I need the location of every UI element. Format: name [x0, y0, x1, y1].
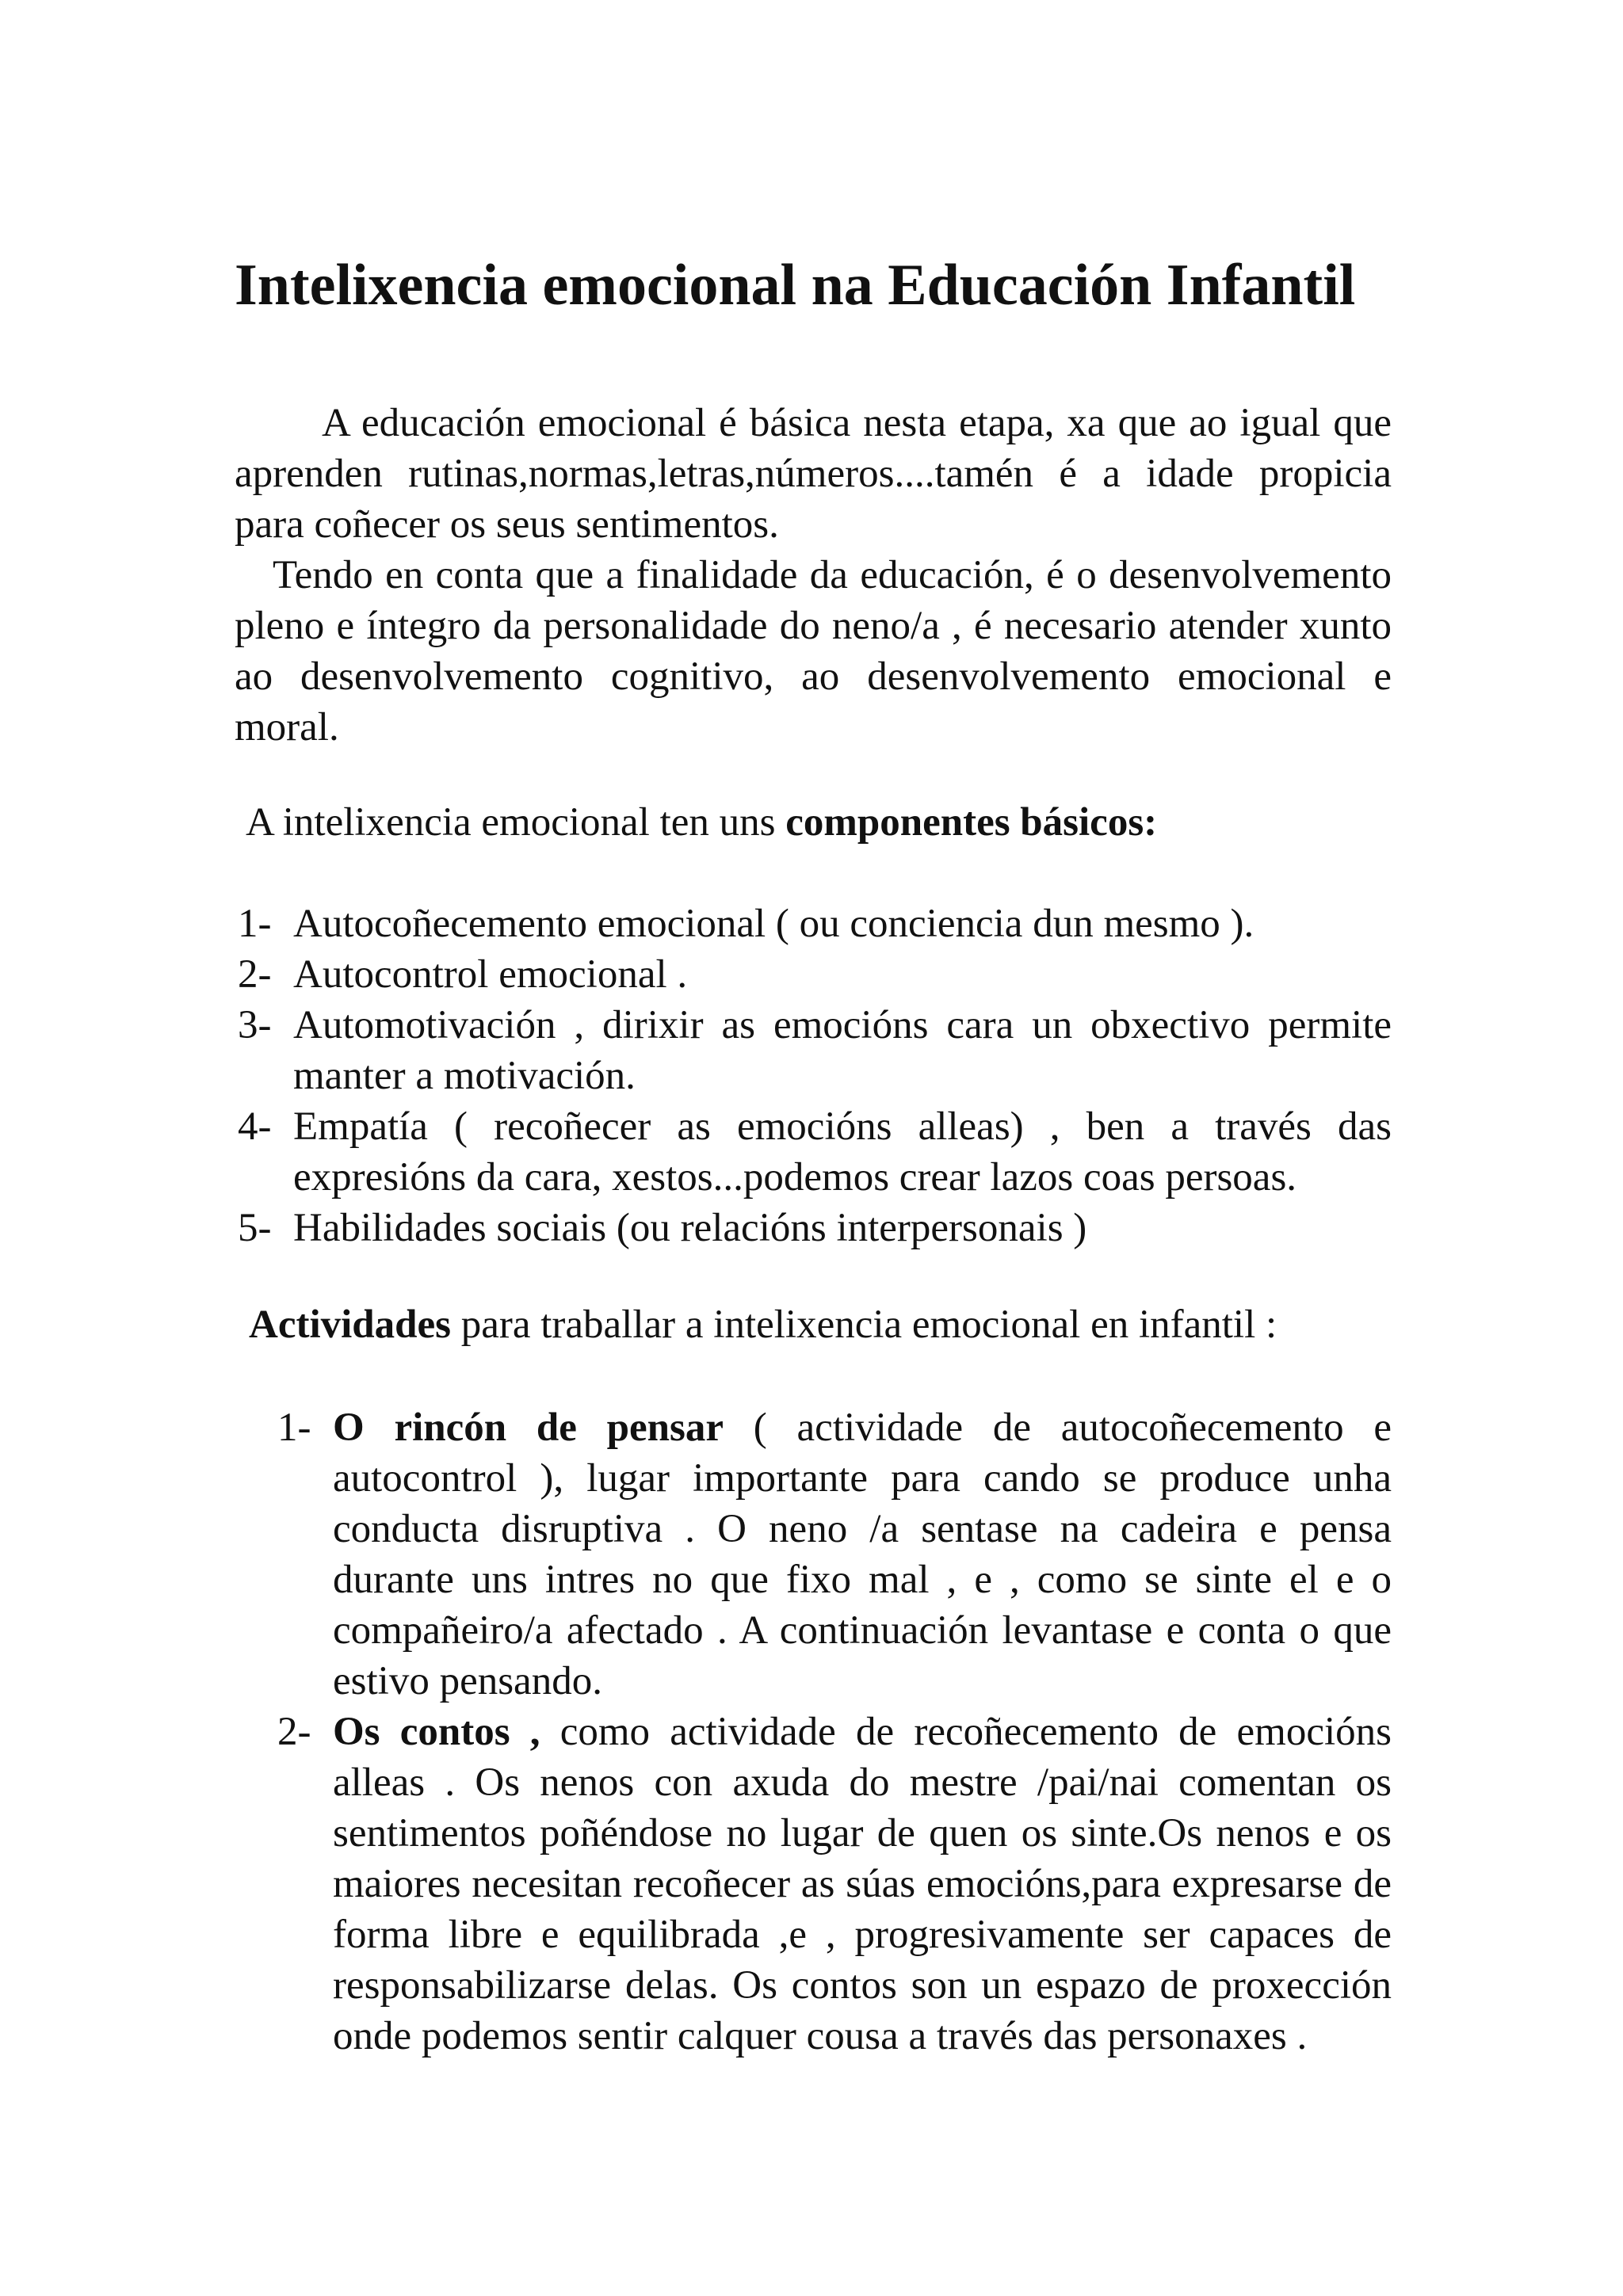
- list-item: [277, 1402, 1392, 1707]
- list-item: [238, 1203, 1392, 1253]
- components-heading: [246, 797, 1157, 848]
- activities-heading: [249, 1299, 1277, 1350]
- list-item-number: 2-: [277, 1710, 311, 1754]
- list-item-text: Empatía ( recoñecer as emocións alleas) , ben a través das expresións da cara, xestos...podemos crear lazos coas persoas.: [293, 1104, 1392, 1199]
- purpose-paragraph: Tendo en conta que a finalidade da educación, é o desenvolvemento pleno e íntegro da personalidade do neno/a , é necesario atender xunto ao desenvolvemento cognitivo, ao desenvolvemento emocional e moral.: [235, 553, 1392, 749]
- activity-title: Os contos ,: [333, 1710, 540, 1754]
- activities-heading-bold: Actividades: [249, 1302, 451, 1347]
- components-list: [238, 898, 1392, 1253]
- list-item-text: Automotivación , dirixir as emocións cara un obxectivo permite manter a motivación.: [293, 1003, 1392, 1098]
- activities-list: [277, 1402, 1392, 2061]
- components-heading-bold: componentes básicos:: [785, 800, 1158, 845]
- activity-description: como actividade de recoñecemento de emocións alleas . Os nenos con axuda do mestre /pai/nai comentan os sentimentos poñéndose no lugar de quen os sinte.Os nenos e os maiores necesitan recoñecer as súas emocións,para expresarse de forma libre e equilibrada ,e , progresivamente ser capaces de responsabilizarse delas. Os contos son un espazo de proxección onde podemos sentir calquer cousa a través das personaxes .: [333, 1710, 1392, 2058]
- list-item-number: 1-: [277, 1405, 311, 1450]
- list-item-text: Habilidades sociais (ou relacións interpersonais ): [293, 1206, 1087, 1250]
- list-item: [277, 1707, 1392, 2061]
- list-item: [238, 1101, 1392, 1203]
- list-item-number: 3-: [238, 1003, 272, 1047]
- list-item: [238, 898, 1392, 949]
- list-item: [238, 1000, 1392, 1101]
- list-item-text: Autocoñecemento emocional ( ou conciencia dun mesmo ).: [293, 902, 1254, 946]
- activity-title: O rincón de pensar: [333, 1405, 724, 1450]
- list-item-number: 2-: [238, 952, 272, 997]
- activities-heading-suffix: para traballar a intelixencia emocional en infantil :: [451, 1302, 1277, 1347]
- activity-description: ( actividade de autocoñecemento e autocontrol ), lugar importante para cando se produce unha conducta disruptiva . O neno /a sentase na cadeira e pensa durante uns intres no que fixo mal , e , como se sinte el e o compañeiro/a afectado . A continuación levantase e conta o que estivo pensando.: [333, 1405, 1392, 1703]
- list-item: [238, 949, 1392, 1000]
- intro-paragraph: A educación emocional é básica nesta etapa, xa que ao igual que aprenden rutinas,normas,letras,números....tamén é a idade propicia para coñecer os seus sentimentos.: [235, 401, 1392, 547]
- list-item-number: 4-: [238, 1104, 272, 1149]
- page-title: Intelixencia emocional na Educación Infantil: [235, 253, 1356, 318]
- list-item-number: 1-: [238, 902, 272, 946]
- components-heading-prefix: A intelixencia emocional ten uns: [246, 800, 786, 845]
- list-item-text: Autocontrol emocional .: [293, 952, 688, 997]
- list-item-number: 5-: [238, 1206, 272, 1250]
